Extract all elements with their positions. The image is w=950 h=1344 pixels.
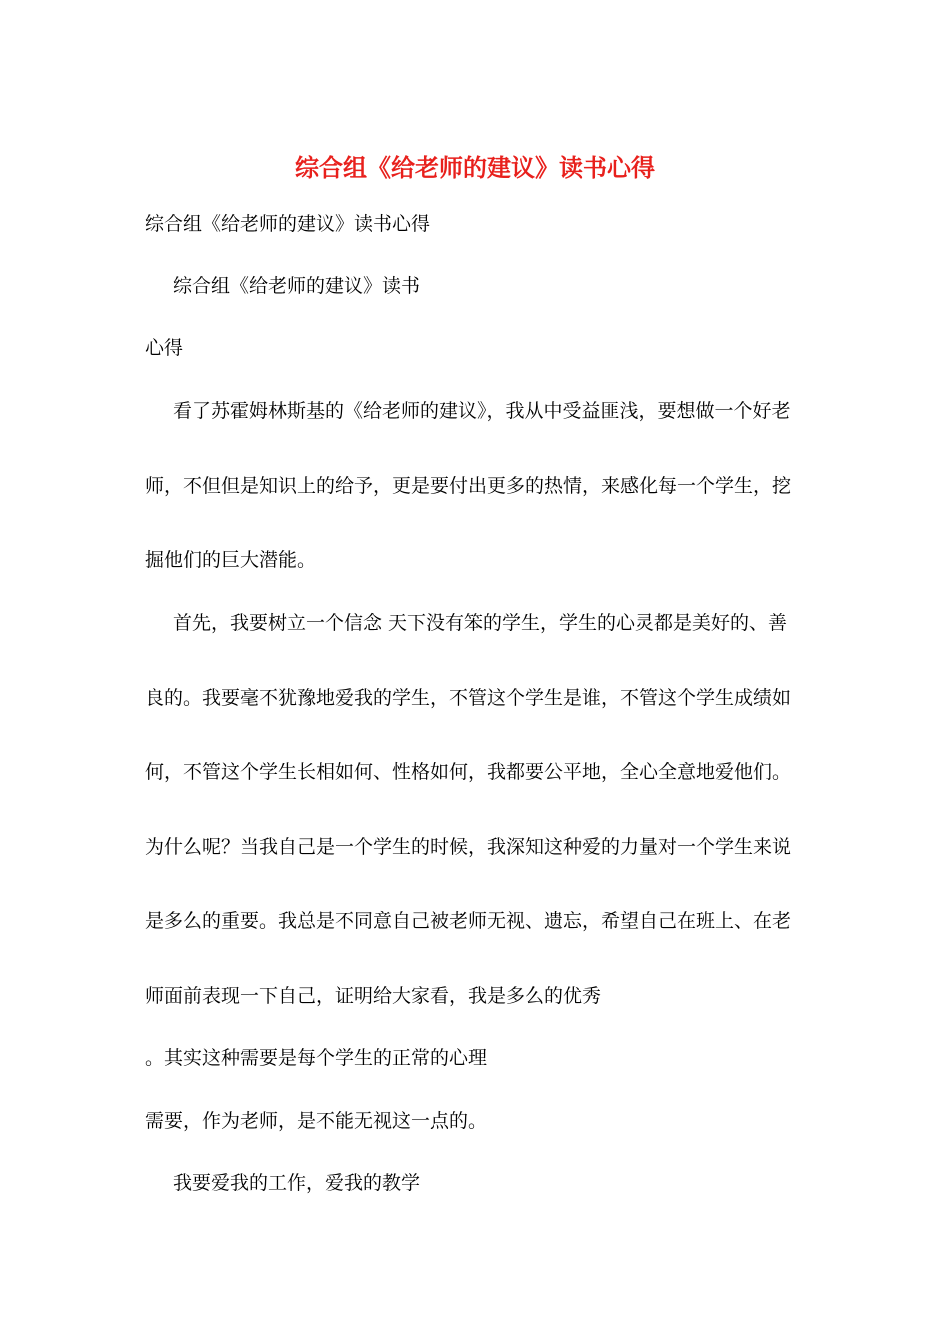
- text-line: 我要爱我的工作，爱我的教学: [173, 1172, 421, 1194]
- text-line: 何，不管这个学生长相如何、性格如何，我都要公平地，全心全意地爱他们。: [145, 761, 792, 783]
- text-line: 看了苏霍姆林斯基的《给老师的建议》，我从中受益匪浅，要想做一个好老: [173, 400, 791, 422]
- text-line: 综合组《给老师的建议》读书: [173, 275, 421, 297]
- text-line: 师面前表现一下自己，证明给大家看，我是多么的优秀: [145, 985, 602, 1007]
- text-line: 首先，我要树立一个信念 天下没有笨的学生，学生的心灵都是美好的、善: [173, 612, 788, 634]
- text-line: 。其实这种需要是每个学生的正常的心理: [145, 1047, 488, 1069]
- text-line: 需要，作为老师，是不能无视这一点的。: [145, 1110, 488, 1132]
- text-line: 师，不但但是知识上的给予，更是要付出更多的热情，来感化每一个学生，挖: [145, 475, 792, 497]
- text-line: 良的。我要毫不犹豫地爱我的学生，不管这个学生是谁，不管这个学生成绩如: [145, 687, 792, 709]
- text-line: 是多么的重要。我总是不同意自己被老师无视、遗忘，希望自己在班上、在老: [145, 910, 792, 932]
- text-line: 心得: [145, 337, 184, 359]
- text-line: 掘他们的巨大潜能。: [145, 549, 317, 571]
- text-line: 综合组《给老师的建议》读书心得: [145, 213, 431, 235]
- document-title: 综合组《给老师的建议》读书心得: [295, 153, 655, 182]
- text-line: 为什么呢？当我自己是一个学生的时候，我深知这种爱的力量对一个学生来说: [145, 836, 792, 858]
